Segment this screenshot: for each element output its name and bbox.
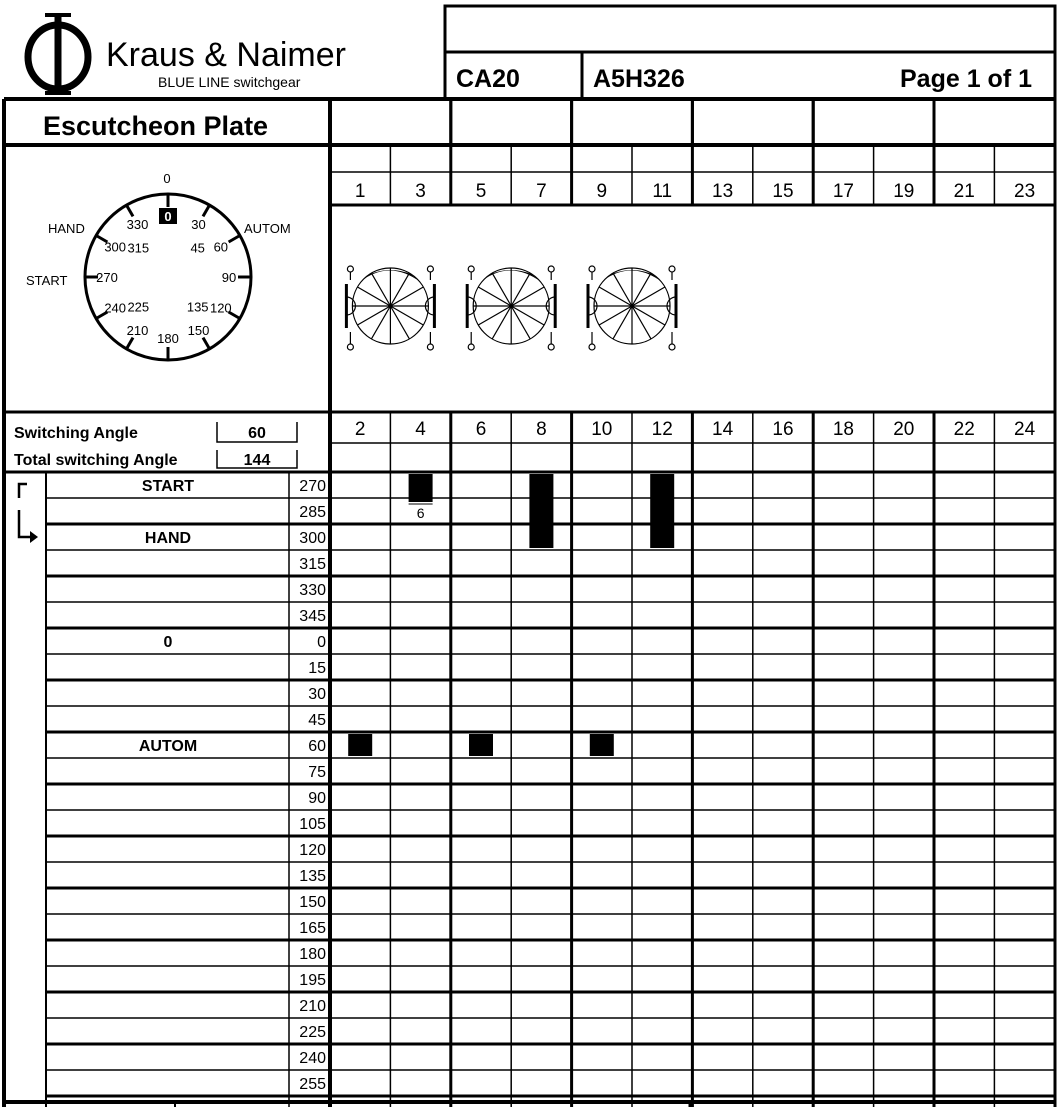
program-code: A5H326 (593, 65, 685, 93)
position-angle: 180 (299, 946, 326, 963)
dial-angle-label: 120 (209, 300, 232, 316)
contact-closed-mark (590, 734, 614, 756)
position-label: AUTOM (138, 738, 198, 755)
position-angle: 240 (299, 1050, 326, 1067)
dial-autom-label: AUTOM (244, 221, 291, 236)
dial-hand-label: HAND (48, 221, 85, 236)
dial-angle-label: 225 (127, 299, 150, 315)
position-angle: 315 (299, 556, 326, 573)
dial-angle-label: 90 (221, 270, 237, 285)
contact-chamber-symbol (467, 266, 555, 350)
dial-angle-label: 150 (187, 322, 210, 338)
terminal-number-top: 11 (652, 181, 673, 202)
position-angle: 105 (299, 816, 326, 833)
dial-angle-label: 330 (126, 217, 149, 233)
spring-return-arrow (19, 484, 38, 543)
position-angle: 150 (299, 894, 326, 911)
switching-angle-value: 60 (248, 425, 266, 442)
terminal-number-bottom: 12 (651, 419, 673, 440)
position-angle: 300 (299, 530, 326, 547)
position-angle: 195 (299, 972, 326, 989)
switching-angle-label: Switching Angle (14, 425, 138, 442)
terminal-number-bottom: 10 (591, 419, 613, 440)
terminal-number-bottom: 14 (712, 419, 734, 440)
dial-tick (203, 338, 210, 349)
terminal-number-top: 13 (712, 181, 734, 202)
position-angle: 120 (299, 842, 326, 859)
terminal-number-bottom: 6 (475, 419, 487, 440)
dial-angle-label: 315 (127, 240, 150, 256)
position-angle: 75 (308, 764, 326, 781)
total-angle-label: Total switching Angle (14, 452, 178, 469)
dial-angle-label: 45 (190, 240, 205, 256)
dial-tick (229, 236, 240, 243)
company-tagline: BLUE LINE switchgear (158, 74, 301, 90)
position-angle: 30 (308, 686, 326, 703)
total-angle-value: 144 (243, 452, 271, 469)
contact-note: 6 (416, 505, 425, 521)
terminal-number-top: 5 (475, 181, 487, 202)
escutcheon-dial (85, 194, 251, 360)
position-angle: 0 (317, 634, 326, 651)
dial-start-label: START (26, 273, 68, 288)
terminal-number-bottom: 16 (772, 419, 794, 440)
contact-closed-mark (469, 734, 493, 756)
dial-angle-label: 0 (164, 209, 172, 224)
position-angle: 270 (299, 478, 326, 495)
contact-grid (4, 99, 1055, 1107)
contact-closed-mark (529, 474, 553, 548)
dial-angle-label: 210 (126, 322, 149, 338)
type-code: CA20 (456, 65, 520, 93)
terminal-number-top: 1 (354, 181, 366, 202)
terminal-number-top: 15 (772, 181, 794, 202)
dial-tick (203, 205, 210, 216)
position-label: 0 (163, 634, 173, 651)
terminal-number-bottom: 8 (536, 419, 547, 440)
dial-angle-label: 300 (104, 239, 127, 255)
position-angle: 345 (299, 608, 326, 625)
terminal-number-top: 9 (596, 181, 608, 202)
position-angle: 135 (299, 868, 326, 885)
dial-angle-label: 270 (96, 270, 118, 285)
terminal-number-top: 7 (536, 181, 547, 202)
terminal-number-bottom: 18 (832, 419, 854, 440)
terminal-number-bottom: 22 (953, 419, 975, 440)
dial-angle-label: 135 (186, 299, 209, 315)
position-label: START (141, 478, 195, 495)
terminal-number-bottom: 2 (354, 419, 366, 440)
position-angle: 90 (308, 790, 326, 807)
contact-closed-mark (650, 474, 674, 548)
position-angle: 285 (299, 504, 326, 521)
terminal-number-bottom: 4 (415, 419, 426, 440)
contact-closed-mark (348, 734, 372, 756)
dial-angle-label: 30 (191, 217, 206, 233)
terminal-number-top: 3 (415, 181, 426, 202)
escutcheon-title: Escutcheon Plate (43, 111, 269, 141)
terminal-number-top: 17 (832, 181, 854, 202)
company-name: Kraus & Naimer (106, 36, 346, 74)
dial-top-label: 0 (163, 171, 171, 186)
dial-tick (127, 205, 134, 216)
terminal-number-top: 23 (1014, 181, 1036, 202)
terminal-number-bottom: 24 (1014, 419, 1036, 440)
contact-chamber-symbol (588, 266, 676, 350)
terminal-number-bottom: 20 (893, 419, 915, 440)
position-angle: 45 (308, 712, 326, 729)
contact-closed-mark (409, 474, 433, 502)
terminal-number-top: 21 (953, 181, 975, 202)
position-angle: 330 (299, 582, 326, 599)
position-angle: 165 (299, 920, 326, 937)
contact-chamber-symbol (346, 266, 434, 350)
dial-angle-label: 240 (104, 300, 127, 316)
position-angle: 15 (308, 660, 326, 677)
dial-tick (127, 338, 134, 349)
logo (0, 0, 88, 93)
header-frame (4, 6, 1055, 1107)
position-angle: 225 (299, 1024, 326, 1041)
terminal-number-top: 19 (893, 181, 915, 202)
position-angle: 210 (299, 998, 326, 1015)
terminal-labels (355, 181, 1036, 440)
bottom-border (4, 1102, 1055, 1107)
position-label: HAND (144, 530, 192, 547)
position-angle: 60 (308, 738, 326, 755)
page-label: Page 1 of 1 (900, 65, 1032, 93)
dial-angle-label: 60 (213, 239, 229, 255)
dial-angle-label: 180 (157, 331, 179, 346)
position-angle: 255 (299, 1076, 326, 1093)
contact-symbols (346, 266, 676, 350)
